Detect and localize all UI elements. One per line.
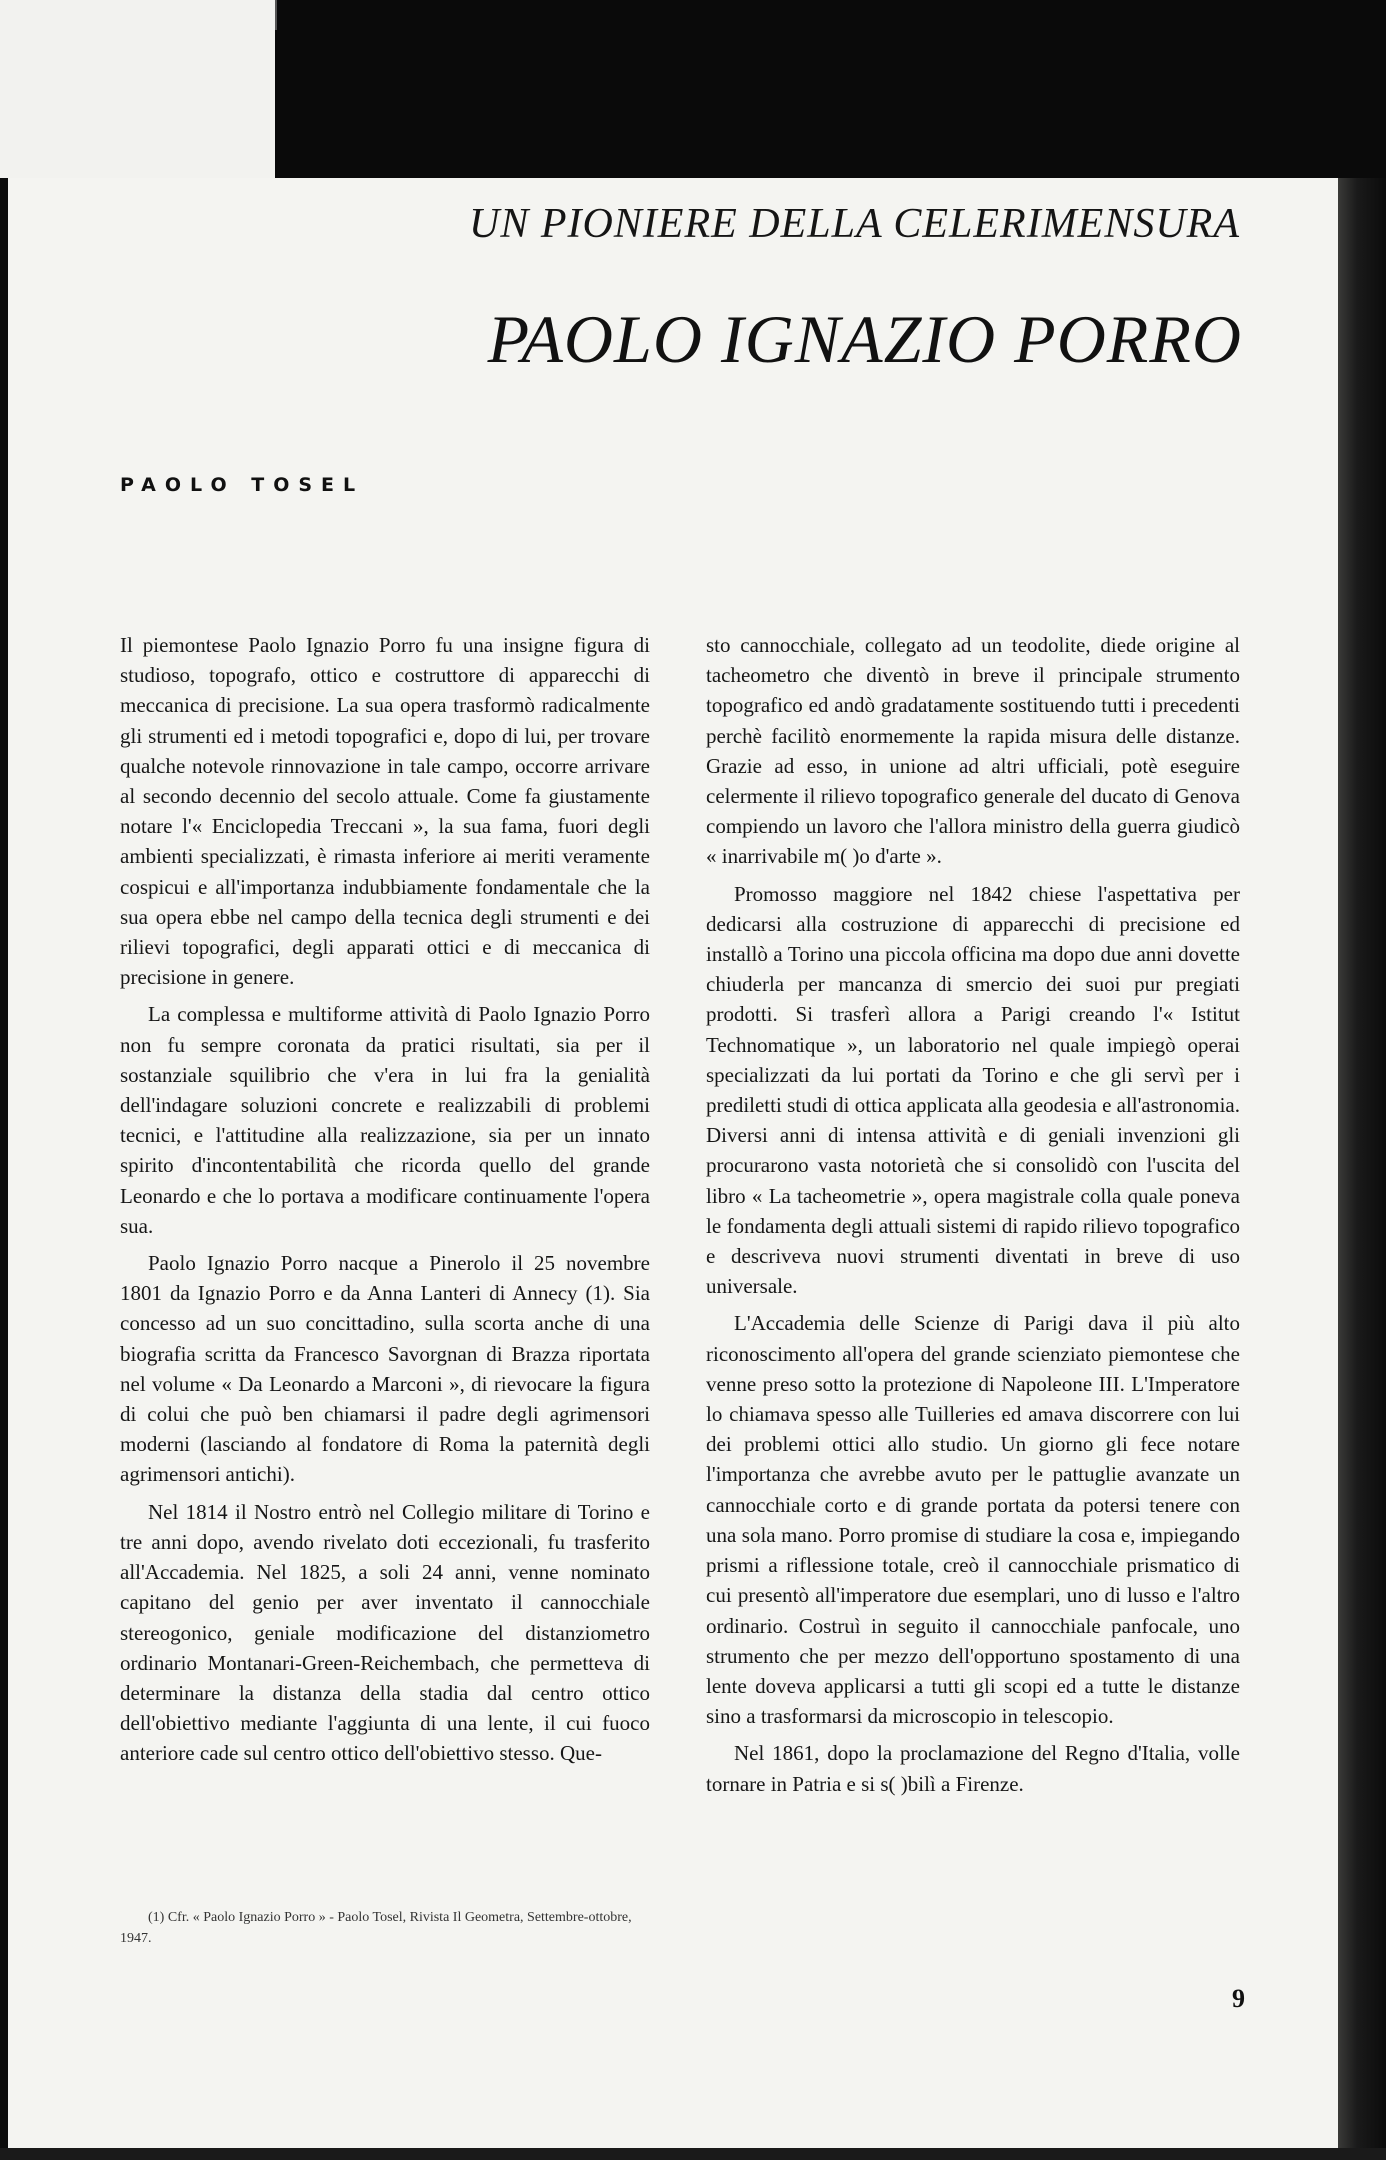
paragraph: Promosso maggiore nel 1842 chiese l'aspettativa per dedicarsi alla costruzione di apparecchi di precisione ed installò a Torino una piccola officina ma dopo due anni dovette chiuderla per mancanza di smercio dei suoi pur pregiati prodotti. Si trasferì allora a Parigi creando l'« Istitut Technomatique », un laboratorio nel quale impiegò operai specializzati da lui portati da Torino e che gli servì per i prediletti studi di ottica applicata alla geodesia e all'astronomia. Diversi anni di intensa attività e di geniali invenzioni gli procurarono vasta notorietà che si consolidò con l'uscita del libro « La tacheometrie », opera magistrale colla quale poneva le fondamenta degli attuali sistemi di rapido rilievo topografico e descriveva nuovi strumenti diventati in breve di uso universale. [706, 881, 1240, 1299]
paragraph: Nel 1814 il Nostro entrò nel Collegio militare di Torino e tre anni dopo, avendo rivelato doti eccezionali, fu trasferito all'Accademia. Nel 1825, a soli 24 anni, venne nominato capitano del genio per aver inventato il cannocchiale stereogonico, geniale modificazione del distanziometro ordinario Montanari-Green-Reichembach, che permetteva di determinare la distanza della stadia dal centro ottico dell'obiettivo mediante l'aggiunta di una lente, il cui fuoco anteriore cade sul centro ottico dell'obiettivo stesso. Que- [120, 1499, 650, 1766]
article-author: PAOLO TOSEL [120, 474, 365, 496]
scan-top-left-margin [0, 0, 275, 178]
article-kicker: UN PIONIERE DELLA CELERIMENSURA [468, 201, 1240, 247]
paragraph: Paolo Ignazio Porro nacque a Pinerolo il 25 novembre 1801 da Ignazio Porro e da Anna Lanteri di Annecy (1). Sia concesso ad un suo concittadino, sulla scorta anche di una biografia scritta da Francesco Savorgnan di Brazza riportata nel volume « Da Leonardo a Marconi », di rievocare la figura di colui che può ben chiamarsi il padre degli agrimensori moderni (lasciando al fondatore di Roma la paternità degli agrimensori antichi). [120, 1251, 650, 1487]
scan-dark-border-top [275, 0, 1386, 178]
paragraph: La complessa e multiforme attività di Paolo Ignazio Porro non fu sempre coronata da pratici risultati, sia per il sostanziale squilibrio che v'era in lui fra la genialità dell'indagare soluzioni concrete e realizzabili di problemi tecnici, e l'attitudine alla realizzazione, sia per un innato spirito d'incontentabilità che ricorda quello del grande Leonardo e che lo portava a modificare continuamente l'opera sua. [120, 1002, 650, 1238]
right-column [706, 630, 1240, 1799]
left-column [120, 630, 650, 1769]
paragraph: L'Accademia delle Scienze di Parigi dava il più alto riconoscimento all'opera del grande scienziato piemontese che venne preso sotto la protezione di Napoleone III. L'Imperatore lo chiamava spesso alle Tuilleries ed amava discorrere con lui dei problemi ottici allo studio. Un giorno gli fece notare l'importanza che avrebbe avuto per le pattuglie avanzate un cannocchiale corto e di grande portata da potersi tenere con una sola mano. Porro promise di studiare la cosa e, impiegando prismi a riflessione totale, creò il cannocchiale prismatico di cui presentò all'imperatore due esemplari, uno di lusso e l'altro ordinario. Costruì in seguito il cannocchiale panfocale, uno strumento che per mezzo dell'opportuno spostamento di una lente doveva applicarsi a tutti gli scopi ed a tutte le distanze sino a trasformarsi da microscopio in telescopio. [706, 1311, 1240, 1729]
paragraph: Nel 1861, dopo la proclamazione del Regno d'Italia, volle tornare in Patria e si s( )bilì a Firenze. [706, 1741, 1240, 1796]
scan-dark-border-bottom [0, 2148, 1386, 2160]
scan-dark-border-right [1338, 178, 1386, 2160]
scan-edge-mark [275, 0, 277, 30]
page-number: 9 [1232, 1984, 1245, 2013]
footnote: (1) Cfr. « Paolo Ignazio Porro » - Paolo Tosel, Rivista Il Geometra, Settembre-ottobre, 1947. [120, 1910, 632, 1946]
article-title: PAOLO IGNAZIO PORRO [487, 301, 1242, 377]
paragraph: Il piemontese Paolo Ignazio Porro fu una insigne figura di studioso, topografo, ottico e costruttore di apparecchi di meccanica di precisione. La sua opera trasformò radicalmente gli strumenti ed i metodi topografici e, dopo di lui, per trovare qualche notevole rinnovazione in tale campo, occorre arrivare al secondo decennio del secolo attuale. Come fa giustamente notare l'« Enciclopedia Treccani », la sua fama, fuori degli ambienti specializzati, è rimasta inferiore ai meriti veramente cospicui e all'importanza indubbiamente fondamentale che la sua opera ebbe nel campo della tecnica degli strumenti e dei rilievi topografici, degli apparati ottici e di meccanica di precisione in genere. [120, 633, 650, 990]
paragraph: sto cannocchiale, collegato ad un teodolite, diede origine al tacheometro che diventò in breve il principale strumento topografico ed andò gradatamente sostituendo tutti i precedenti perchè facilitò enormemente la rapida misura delle distanze. Grazie ad esso, in unione ad altri ufficiali, potè eseguire celermente il rilievo topografico generale del ducato di Genova compiendo un lavoro che l'allora ministro della guerra giudicò « inarrivabile m( )o d'arte ». [706, 633, 1240, 869]
